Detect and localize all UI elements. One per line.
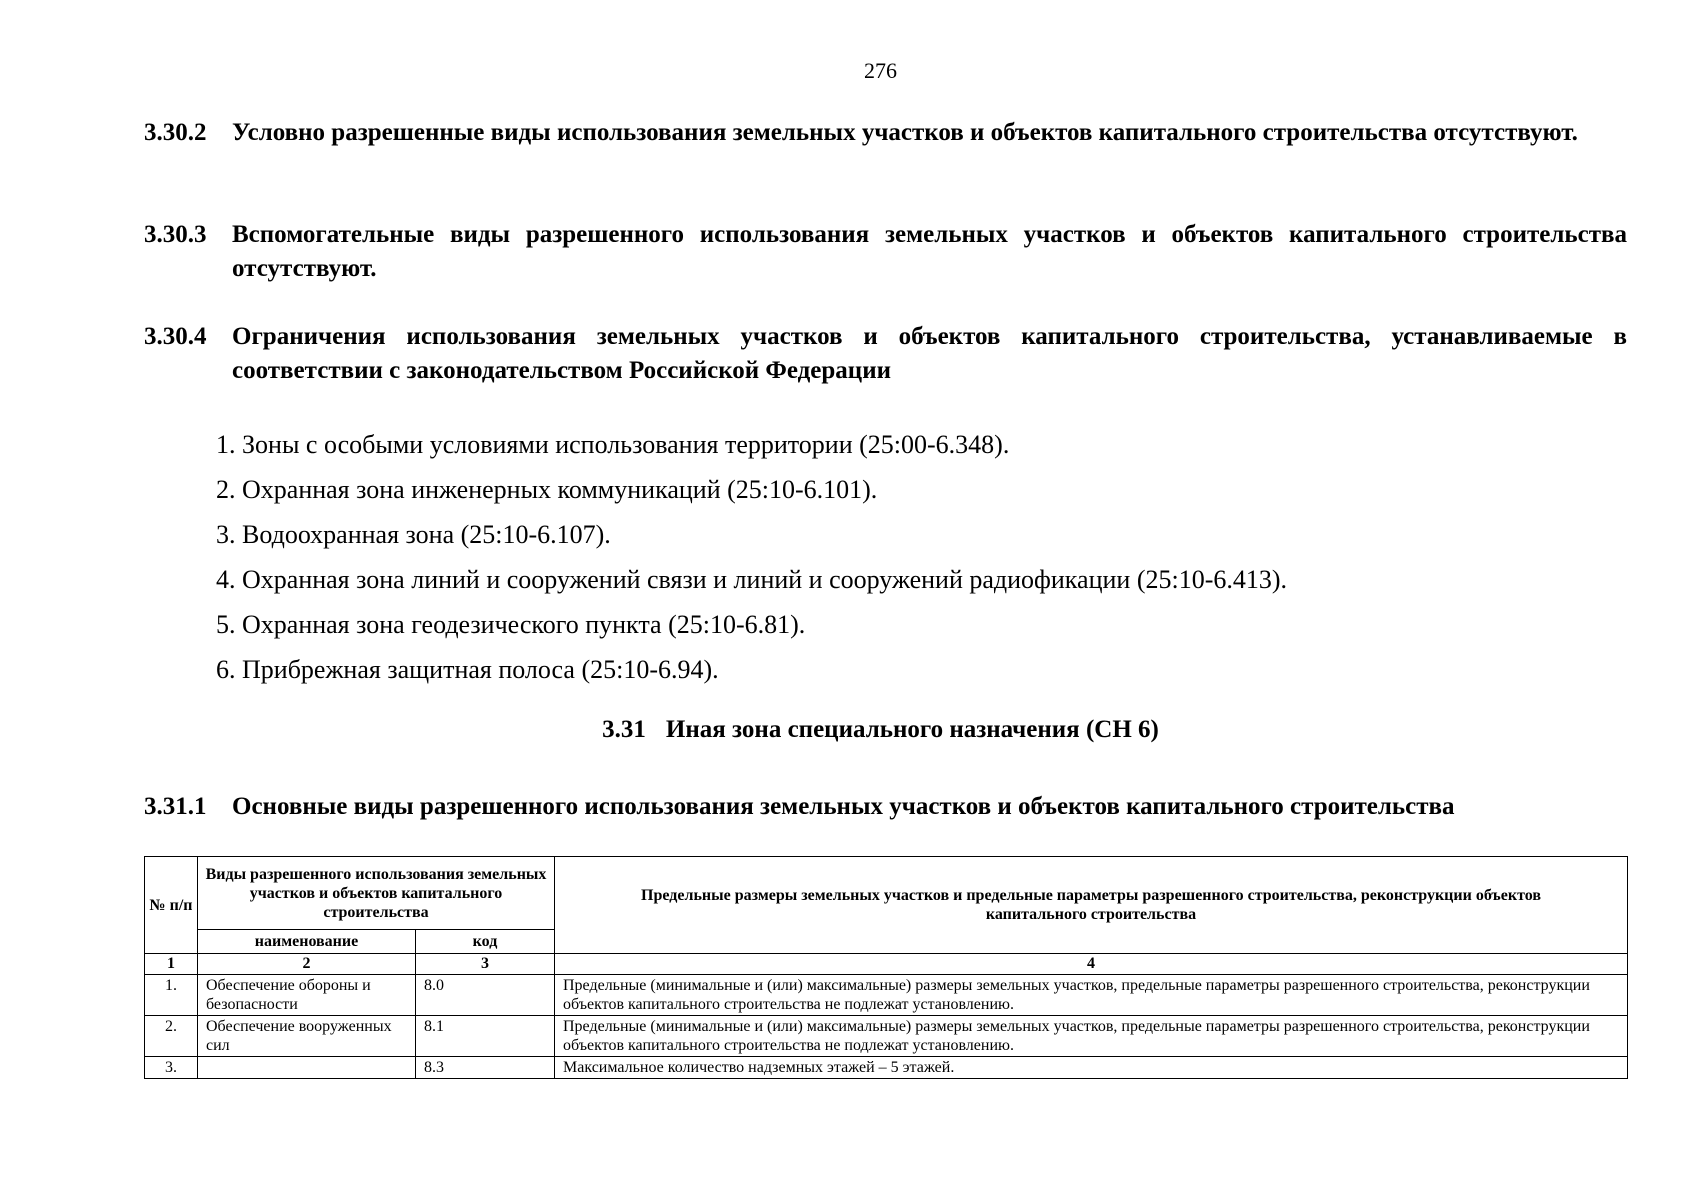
section-heading-3-30-3 xyxy=(144,218,1627,286)
row-name: Обеспечение вооруженных сил xyxy=(198,1016,416,1057)
table-row xyxy=(145,1016,1628,1057)
row-code: 8.3 xyxy=(416,1057,555,1079)
list-item: 6. Прибрежная защитная полоса (25:10-6.94). xyxy=(216,655,719,684)
list-item: 2. Охранная зона инженерных коммуникаций (25:10-6.101). xyxy=(216,475,878,504)
row-code: 8.0 xyxy=(416,975,555,1016)
index-cell: 1 xyxy=(145,954,198,975)
section-text: Условно разрешенные виды использования земельных участков и объектов капитального строительства отсутствуют. xyxy=(232,119,1578,146)
list-item: 1. Зоны с особыми условиями использования территории (25:00-6.348). xyxy=(216,430,1010,459)
zone-number: 3.31 xyxy=(602,716,646,743)
section-number: 3.30.4 xyxy=(144,323,207,350)
section-text: Основные виды разрешенного использования земельных участков и объектов капитального строительства xyxy=(232,793,1455,820)
header-use-types: Виды разрешенного использования земельных участков и объектов капитального строительства xyxy=(198,857,555,930)
section-heading-3-30-4 xyxy=(144,320,1627,388)
row-name xyxy=(198,1057,416,1079)
section-heading-3-30-2 xyxy=(144,116,1627,150)
section-number: 3.31.1 xyxy=(144,793,207,820)
row-code: 8.1 xyxy=(416,1016,555,1057)
index-cell: 4 xyxy=(555,954,1628,975)
index-cell: 2 xyxy=(198,954,416,975)
row-limits: Максимальное количество надземных этажей – 5 этажей. xyxy=(555,1057,1628,1079)
page-number: 276 xyxy=(864,58,897,83)
header-name: наименование xyxy=(198,930,416,954)
list-item: 3. Водоохранная зона (25:10-6.107). xyxy=(216,520,611,549)
list-item: 4. Охранная зона линий и сооружений связи и линий и сооружений радиофикации (25:10-6.413). xyxy=(216,565,1288,594)
section-text: Вспомогательные виды разрешенного использования земельных участков и объектов капитального строительства отсутствуют. xyxy=(232,221,1627,282)
row-number: 2. xyxy=(145,1016,198,1057)
row-limits: Предельные (минимальные и (или) максимальные) размеры земельных участков, предельные параметры разрешенного строительства, реконструкции объектов капитального строительства не подлежат установлению. xyxy=(555,1016,1628,1057)
index-cell: 3 xyxy=(416,954,555,975)
row-name: Обеспечение обороны и безопасности xyxy=(198,975,416,1016)
zone-name: Иная зона специального назначения (СН 6) xyxy=(665,716,1159,743)
table-header-row xyxy=(145,857,1628,930)
section-number: 3.30.2 xyxy=(144,119,207,146)
zone-title xyxy=(0,716,1698,744)
row-number: 3. xyxy=(145,1057,198,1079)
list-item: 5. Охранная зона геодезического пункта (25:10-6.81). xyxy=(216,610,806,639)
table-row xyxy=(145,1057,1628,1079)
header-limits: Предельные размеры земельных участков и предельные параметры разрешенного строительства, реконструкции объектов капитального строительства xyxy=(555,857,1628,954)
table-index-row xyxy=(145,954,1628,975)
header-number: № п/п xyxy=(145,857,198,954)
table-row xyxy=(145,975,1628,1016)
land-use-table xyxy=(144,856,1628,1079)
section-number: 3.30.3 xyxy=(144,221,207,248)
row-limits: Предельные (минимальные и (или) максимальные) размеры земельных участков, предельные параметры разрешенного строительства, реконструкции объектов капитального строительства не подлежат установлению. xyxy=(555,975,1628,1016)
section-text: Ограничения использования земельных участков и объектов капитального строительства, устанавливаемые в соответствии с законодательством Российской Федерации xyxy=(232,323,1627,384)
restrictions-list xyxy=(216,422,1287,692)
header-code: код xyxy=(416,930,555,954)
section-heading-3-31-1 xyxy=(144,790,1627,824)
row-number: 1. xyxy=(145,975,198,1016)
